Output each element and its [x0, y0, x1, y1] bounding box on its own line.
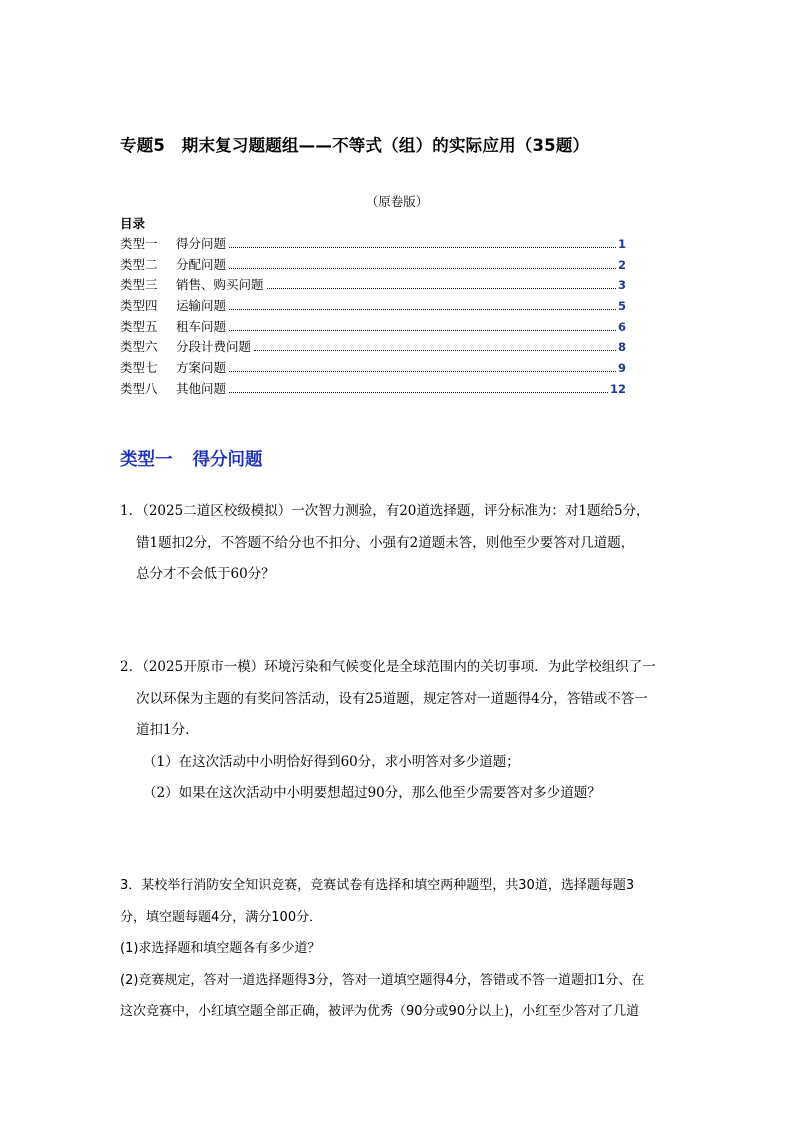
sub-question: (1)求选择题和填空题各有多少道？: [120, 941, 321, 956]
toc-item-8[interactable]: [120, 379, 626, 400]
toc-item-label: 其他问题: [176, 380, 227, 396]
sub-question: （1）在这次活动中小明恰好得到60分，求小明答对多少道题；: [143, 753, 520, 770]
toc-item-page: 8: [617, 340, 626, 355]
question-2: [120, 652, 690, 810]
question-line: 2．（2025开原市一模）环境污染和气候变化是全球范围内的关切事项．为此学校组织了一: [120, 659, 656, 675]
section-heading: [120, 446, 263, 471]
section-label: 得分问题: [192, 450, 263, 470]
toc-item-2[interactable]: [120, 255, 626, 276]
toc-item-5[interactable]: [120, 317, 626, 338]
toc-leader-dots: [229, 370, 616, 372]
toc-item-page: 5: [617, 299, 626, 314]
toc-leader-dots: [267, 287, 616, 289]
sub-question: (2)竞赛规定，答对一道选择题得3分，答对一道填空题得4分，答错或不答一道题扣1分、在: [120, 972, 645, 988]
toc-item-label: 方案问题: [176, 360, 227, 376]
toc-item-4[interactable]: [120, 296, 626, 317]
section-type: 类型一: [120, 450, 173, 470]
sub-question: （2）如果在这次活动中小明要想超过90分，那么他至少需要答对多少道题？: [143, 785, 601, 801]
toc-leader-dots: [229, 391, 608, 393]
question-line: 错1题扣2分，不答题不给分也不扣分、小强有2道题未答，则他至少要答对几道题，: [136, 534, 635, 551]
toc-leader-dots: [229, 246, 616, 248]
toc-item-type: 类型三: [120, 277, 158, 293]
toc-item-page: 9: [617, 361, 626, 376]
toc-item-page: 6: [617, 319, 626, 334]
toc-item-page: 2: [617, 257, 626, 272]
toc-item-type: 类型六: [120, 339, 158, 355]
question-line: 次以环保为主题的有奖问答活动，设有25道题，规定答对一道题得4分，答错或不答一: [136, 690, 648, 707]
toc-item-page: 1: [617, 237, 626, 251]
edition-label: （原卷版）: [365, 194, 429, 209]
toc-item-type: 类型七: [120, 360, 158, 376]
question-line: 分，填空题每题4分，满分100分．: [120, 909, 323, 925]
toc-item-page: 3: [617, 278, 626, 293]
toc-item-6[interactable]: [120, 337, 626, 358]
toc-item-3[interactable]: [120, 275, 626, 296]
toc-item-label: 运输问题: [176, 298, 227, 314]
question-line: 1．（2025二道区校级模拟）一次智力测验，有20道选择题，评分标准为：对1题给5分，: [120, 503, 650, 519]
toc-leader-dots: [254, 349, 616, 351]
toc-item-type: 类型八: [120, 380, 158, 396]
toc-leader-dots: [229, 267, 616, 269]
toc-item-label: 分配问题: [176, 256, 227, 272]
toc-item-label: 得分问题: [176, 236, 227, 251]
toc-item-type: 类型五: [120, 318, 158, 334]
question-line: 道扣1分．: [136, 722, 199, 738]
question-line: 总分才不会低于60分？: [136, 566, 275, 582]
question-line: 3．某校举行消防安全知识竞赛，竞赛试卷有选择和填空两种题型，共30道，选择题每题3: [120, 878, 635, 893]
toc-item-label: 租车问题: [176, 318, 227, 334]
toc-leader-dots: [229, 308, 616, 310]
toc-item-label: 分段计费问题: [176, 339, 252, 355]
toc-item-label: 销售、购买问题: [176, 277, 264, 293]
toc-item-1[interactable]: [120, 234, 626, 255]
toc-heading: 目录: [120, 216, 146, 231]
question-1: [120, 496, 690, 591]
question-3: [120, 870, 690, 1028]
question-line: 这次竞赛中，小红填空题全部正确，被评为优秀（90分或90分以上)，小红至少答对了几道: [120, 1004, 640, 1019]
toc-item-type: 类型二: [120, 256, 158, 272]
document-title: 专题5 期末复习题题组——不等式（组）的实际应用（35题）: [120, 136, 590, 155]
toc-item-type: 类型一: [120, 236, 158, 251]
toc-item-page: 12: [609, 381, 626, 396]
table-of-contents: [120, 234, 626, 400]
toc-item-type: 类型四: [120, 298, 158, 314]
toc-item-7[interactable]: [120, 358, 626, 379]
toc-leader-dots: [229, 329, 616, 331]
